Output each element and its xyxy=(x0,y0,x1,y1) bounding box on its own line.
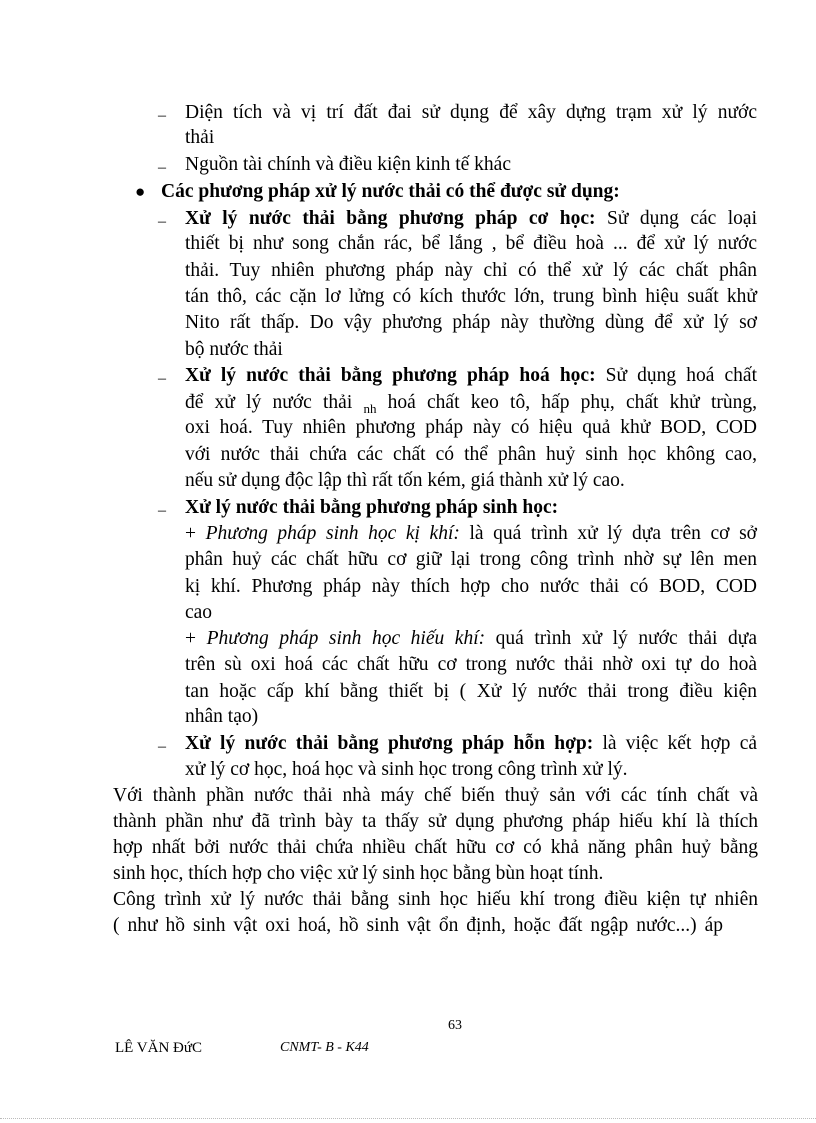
dash-marker: – xyxy=(158,107,166,124)
chemical-line5: nếu sử dụng độc lập thì rất tốn kém, giá thành xử lý cao. xyxy=(185,470,625,491)
anaerobic-line2: phân huỷ các chất hữu cơ giữ lại trong công trình nhờ sự lên men xyxy=(185,549,757,570)
aerobic-line2: trên sù oxi hoá các chất hữu cơ trong nước thải nhờ oxi tự do hoà xyxy=(185,654,757,675)
chemical-line3: oxi hoá. Tuy nhiên phương pháp này có hiệu quả khử BOD, COD xyxy=(185,417,757,438)
anaerobic-title: Phương pháp sinh học kị khí: xyxy=(205,523,460,544)
bottom-divider xyxy=(0,1118,816,1119)
chemical-line2: để xử lý nước thải $_{nh}$ hoá chất keo tô, hấp phụ, chất khử trùng, xyxy=(185,392,757,416)
bullet-icon: ● xyxy=(135,182,146,201)
item-area-line1: Diện tích và vị trí đất đai sử dụng để xây dựng trạm xử lý nước xyxy=(185,102,757,123)
dash-marker: – xyxy=(158,738,166,755)
anaerobic-line1: + Phương pháp sinh học kị khí: là quá trình xử lý dựa trên cơ sở xyxy=(185,523,757,544)
dash-marker: – xyxy=(158,213,166,230)
mechanical-title: Xử lý nước thải bằng phương pháp cơ học: xyxy=(185,208,596,229)
aerobic-line3: tan hoặc cấp khí bằng thiết bị ( Xử lý nước thải trong điều kiện xyxy=(185,681,757,702)
mechanical-line6: bộ nước thải xyxy=(185,339,283,360)
item-finance: Nguồn tài chính và điều kiện kinh tế khác xyxy=(185,154,511,175)
aerobic-line4: nhân tạo) xyxy=(185,706,259,727)
footer-author: LÊ VĂN ĐứC xyxy=(115,1040,203,1056)
final-line1: Công trình xử lý nước thải bằng sinh học hiếu khí trong điều kiện tự nhiên xyxy=(113,889,758,910)
conclusion-line2: thành phần như đã trình bày ta thấy sử dụng phương pháp hiếu khí là thích xyxy=(113,811,758,832)
dash-marker: – xyxy=(158,370,166,387)
page-number: 63 xyxy=(448,1018,462,1033)
combined-line1: Xử lý nước thải bằng phương pháp hỗn hợp: là việc kết hợp cả xyxy=(185,733,758,754)
mechanical-line2: thiết bị như song chắn rác, bể lắng , bể điều hoà ... để xử lý nước xyxy=(185,233,757,254)
chemical-line1: Xử lý nước thải bằng phương pháp hoá học: Sử dụng hoá chất xyxy=(185,365,758,386)
aerobic-title: Phương pháp sinh học hiếu khí: xyxy=(206,628,486,649)
final-line2: ( như hồ sinh vật oxi hoá, hồ sinh vật ổn định, hoặc đất ngập nước...) áp xyxy=(113,915,723,936)
dash-marker: – xyxy=(158,159,166,176)
anaerobic-line3: kị khí. Phương pháp này thích hợp cho nước thải có BOD, COD xyxy=(185,576,757,597)
mechanical-line3: thải. Tuy nhiên phương pháp này chỉ có thể xử lý các chất phân xyxy=(185,260,757,281)
mechanical-line4: tán thô, các cặn lơ lửng có kích thước lớn, trung bình hiệu suất khử xyxy=(185,286,757,307)
conclusion-line4: sinh học, thích hợp cho việc xử lý sinh học bằng bùn hoạt tính. xyxy=(113,863,604,884)
footer-class-code: CNMT- B - K44 xyxy=(280,1040,369,1055)
chemical-title: Xử lý nước thải bằng phương pháp hoá học: xyxy=(185,365,596,386)
anaerobic-line4: cao xyxy=(185,602,213,623)
conclusion-line1: Với thành phần nước thải nhà máy chế biến thuỷ sản với các tính chất và xyxy=(113,785,758,806)
conclusion-line3: hợp nhất bởi nước thải chứa nhiều chất hữu cơ có khả năng phân huỷ bằng xyxy=(113,837,758,858)
combined-title: Xử lý nước thải bằng phương pháp hỗn hợp: xyxy=(185,733,594,754)
mechanical-line1: Xử lý nước thải bằng phương pháp cơ học: Sử dụng các loại xyxy=(185,208,757,229)
methods-heading: Các phương pháp xử lý nước thải có thể được sử dụng: xyxy=(161,181,620,202)
chemical-line4: với nước thải chứa các chất có thể phân huỷ sinh học không cao, xyxy=(185,444,757,465)
aerobic-line1: + Phương pháp sinh học hiếu khí: quá trình xử lý nước thải dựa xyxy=(185,628,757,649)
dash-marker: – xyxy=(158,502,166,519)
combined-line2: xử lý cơ học, hoá học và sinh học trong công trình xử lý. xyxy=(185,759,628,780)
item-area-line2: thải xyxy=(185,127,215,148)
biological-title: Xử lý nước thải bằng phương pháp sinh học: xyxy=(185,497,559,518)
mechanical-line5: Nito rất thấp. Do vậy phương pháp này thường dùng để xử lý sơ xyxy=(185,312,757,333)
